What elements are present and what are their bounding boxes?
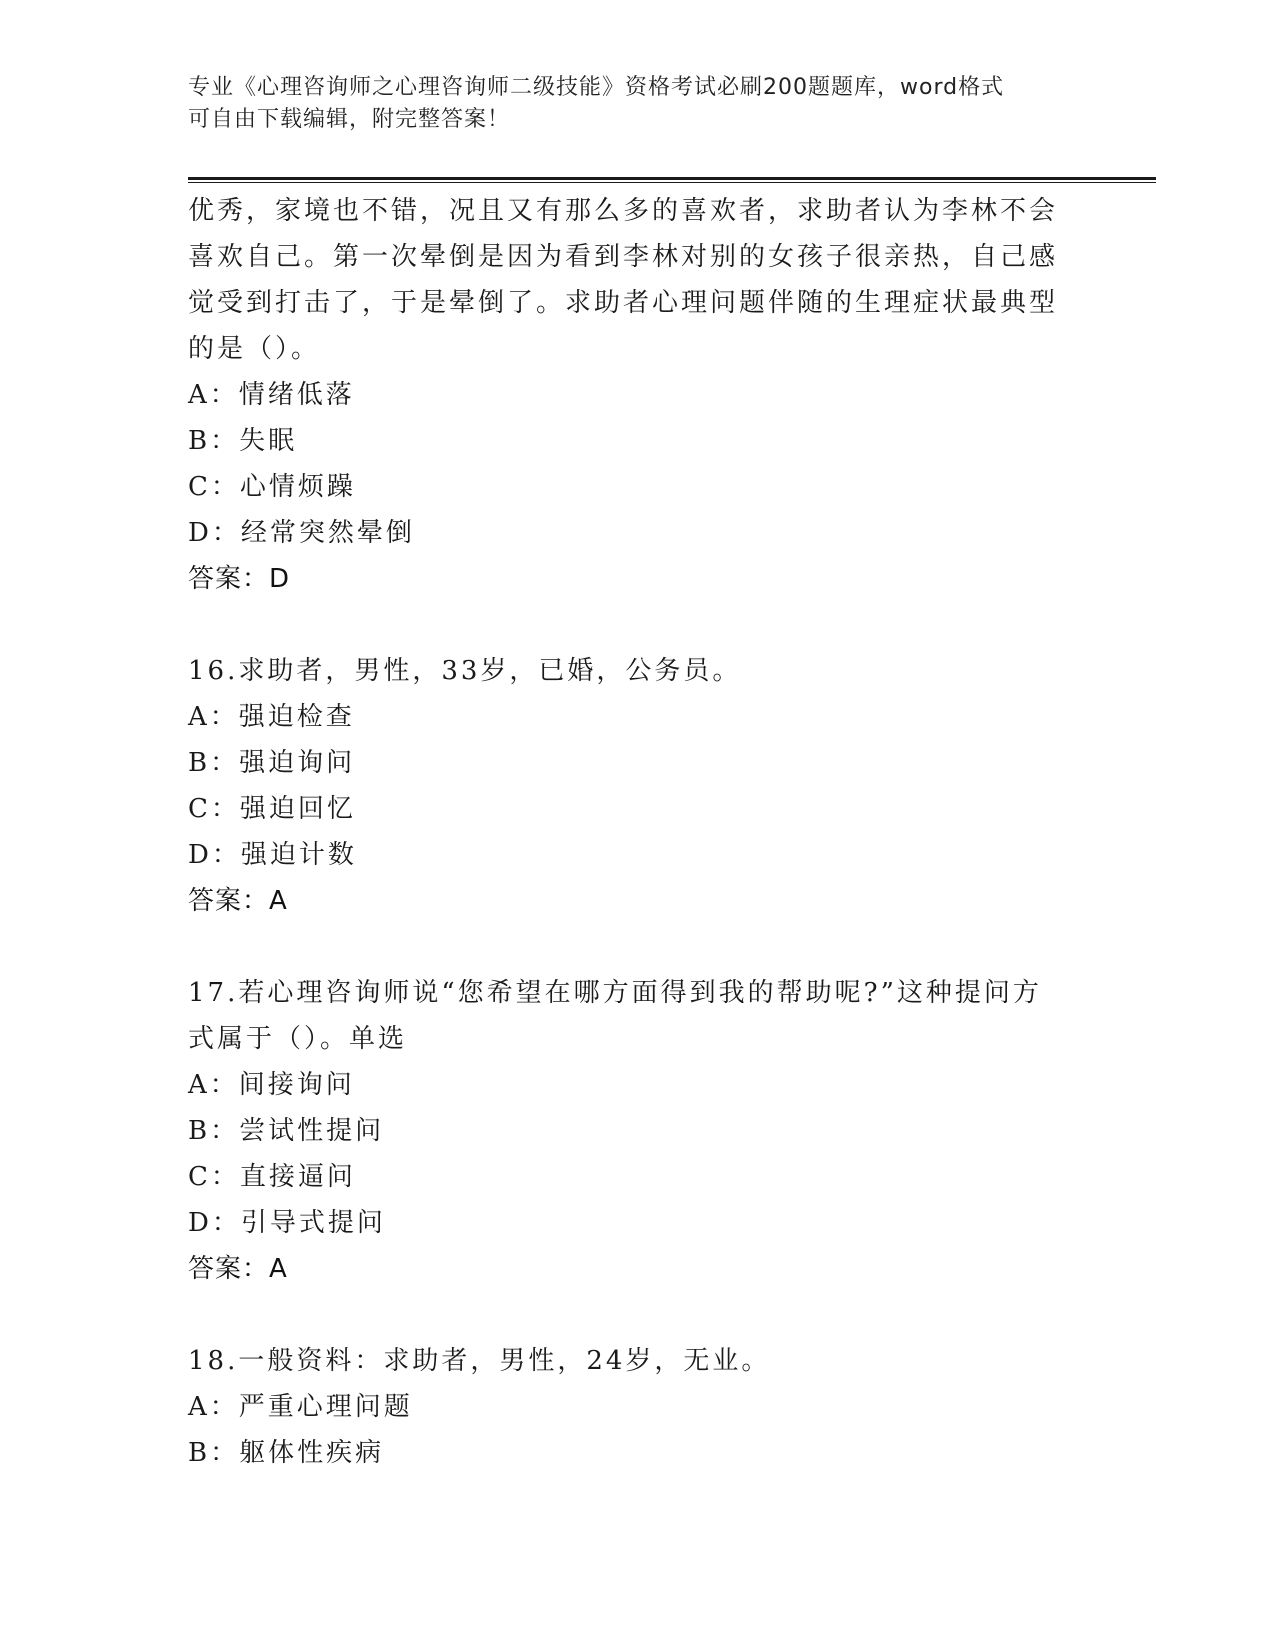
option-a: A：间接询问 [188, 1070, 355, 1100]
question-16 [188, 648, 1088, 924]
option-c: C：直接逼问 [188, 1162, 356, 1192]
header-divider-thick [188, 177, 1156, 180]
option-a: A：严重心理问题 [188, 1392, 413, 1422]
document-header [188, 72, 1068, 136]
answer-label: 答案：A [188, 1254, 288, 1284]
question-text-line: 的是（）。 [188, 334, 321, 364]
question-stem: 16.求助者，男性，33岁，已婚，公务员。 [188, 656, 742, 686]
header-line-1: 专业《心理咨询师之心理咨询师二级技能》资格考试必刷200题题库，word格式 [188, 75, 1005, 100]
option-d: D：强迫计数 [188, 840, 357, 870]
question-15 [188, 188, 1088, 602]
option-a: A：强迫检查 [188, 702, 355, 732]
question-list [188, 188, 1088, 1476]
question-17 [188, 970, 1088, 1292]
option-d: D：引导式提问 [188, 1208, 386, 1238]
question-text-line: 优秀，家境也不错，况且又有那么多的喜欢者，求助者认为李林不会 [188, 196, 1059, 226]
question-text-line: 觉受到打击了，于是晕倒了。求助者心理问题伴随的生理症状最典型 [188, 288, 1059, 318]
option-b: B：强迫询问 [188, 748, 356, 778]
question-stem: 17.若心理咨询师说“您希望在哪方面得到我的帮助呢?”这种提问方 [188, 978, 1042, 1008]
question-stem: 18.一般资料：求助者，男性，24岁，无业。 [188, 1346, 771, 1376]
answer-label: 答案：D [188, 564, 291, 594]
question-text-line: 喜欢自己。第一次晕倒是因为看到李林对别的女孩子很亲热，自己感 [188, 242, 1059, 272]
header-line-2: 可自由下载编辑，附完整答案！ [188, 107, 511, 132]
option-c: C：心情烦躁 [188, 472, 356, 502]
answer-label: 答案：A [188, 886, 288, 916]
option-b: B：失眠 [188, 426, 298, 456]
option-a: A：情绪低落 [188, 380, 355, 410]
option-c: C：强迫回忆 [188, 794, 356, 824]
option-b: B：躯体性疾病 [188, 1438, 385, 1468]
option-b: B：尝试性提问 [188, 1116, 385, 1146]
header-divider-thin [188, 182, 1156, 183]
option-d: D：经常突然晕倒 [188, 518, 415, 548]
question-18 [188, 1338, 1088, 1476]
question-stem: 式属于（）。单选 [188, 1024, 408, 1054]
